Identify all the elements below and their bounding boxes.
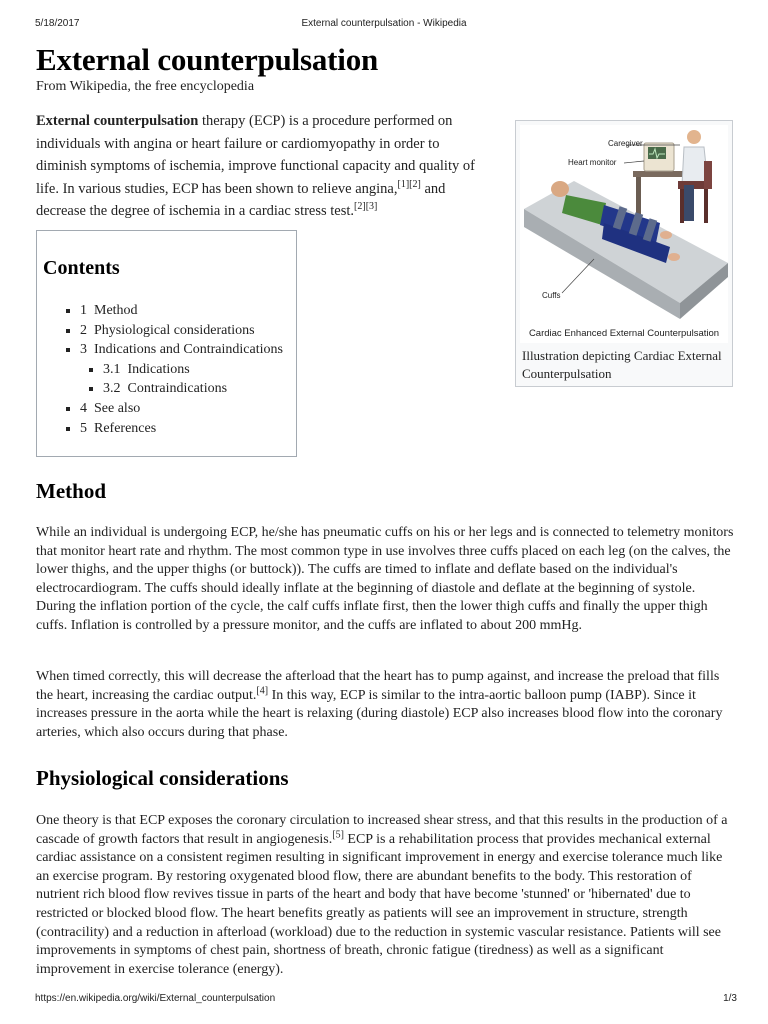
intro-text-1: therapy (ECP) is a procedure performed on individuals with angina or heart failure or cardiomyopathy in order to diminish symptoms of ischemia, improve functional capacity and quality of life. In various studies, ECP has been shown to relieve angina, (36, 113, 475, 197)
physiological-text-2: ECP is a rehabilitation process that provides mechanical external cardiac assistance on a consistent regimen resulting in significant improvement in energy and exercise tolerance much like an exercise program. By restoring oxygenated blood flow, there are abundant benefits to the body. This restoration of nutrient rich blood flow revives tissue in parts of the heart and body that have become 'stunned' or 'hibernated' due to restricted or blocked blood flow. The heart benefits greatly as patients will see an improvement in structure, strength (contracility) and a reduction in afterload (workload) due to the reduction in systemic vascular resistance. Patients will see improvements in symptoms of chest pain, shortness of breath, chronic fatigue (tiredness) as well as a significant improvement in exercise tolerance (energy). (36, 831, 723, 977)
patient-feet (668, 253, 680, 261)
toc-link-indications-contraindications[interactable] (80, 342, 283, 357)
monitor-leader-line (624, 161, 644, 163)
toc-label: Method (94, 303, 138, 318)
citation-link[interactable]: [2] (354, 201, 366, 213)
article-tagline: From Wikipedia, the free encyclopedia (36, 79, 255, 94)
toc-number: 4 (80, 400, 87, 416)
toc-number: 3.2 (103, 381, 121, 397)
figure-caption: Illustration depicting Cardiac External Counterpulsation (522, 348, 722, 381)
chair-back (704, 161, 712, 189)
toc-item[interactable] (80, 419, 283, 439)
toc-item[interactable] (80, 399, 283, 419)
toc-sublist (103, 360, 283, 399)
toc-link-method[interactable] (80, 303, 138, 318)
citation-link[interactable]: [4] (256, 684, 269, 696)
toc-link-see-also[interactable] (80, 401, 140, 416)
toc-label: See also (94, 400, 141, 416)
method-paragraph-1: While an individual is undergoing ECP, he/she has pneumatic cuffs on his or her legs and is connected to telemetry monitors that monitor heart rate and rhythm. The most common type in use involves three cuffs placed on each leg (on the calves, the lower thighs, and the upper thighs (or buttock)). The cuffs are timed to inflate and deflate based on the individual's electrocardiogram. The cuffs should ideally inflate at the beginning of diastole and deflate at the beginning of systole. During the inflation portion of the cycle, the calf cuffs inflate first, then the lower thigh cuffs and finally the upper thigh cuffs. Inflation is controlled by a pressure monitor, and the cuffs are inflated to about 200 mmHg. (36, 525, 734, 633)
intro-bold-term: External counterpulsation (36, 113, 199, 129)
print-date: 5/18/2017 (35, 18, 80, 29)
method-p2-text-2: In this way, ECP is similar to the intra-aortic balloon pump (IABP). Since it increases pressure in the aorta while the heart is relaxing (during diastole) ECP also increases blood flow into the coronary arteries, which also occurs during that phase. (36, 687, 723, 740)
method-p2-text-1: When timed correctly, this will decrease the afterload that the heart has to pump against, and increase the preload that fills the heart, increasing the cardiac output. (36, 669, 720, 703)
toc-label: Indications (127, 361, 190, 377)
intro-text-2: and decrease the degree of ischemia in a cardiac stress test. (36, 180, 446, 219)
chair-leg (704, 189, 708, 223)
heading-physiological-considerations: Physiological considerations (36, 766, 289, 790)
toc-number: 5 (80, 420, 87, 436)
toc-subitem[interactable] (103, 360, 283, 380)
table-of-contents (36, 230, 297, 457)
toc-link-references[interactable] (80, 421, 156, 436)
label-caregiver: Caregiver (608, 139, 643, 148)
toc-link-physiological[interactable] (80, 323, 255, 338)
citation-link[interactable]: [2] (409, 178, 421, 190)
cuffs-leader-line (562, 259, 594, 293)
caregiver-legs (684, 185, 694, 221)
toc-subitem[interactable] (103, 379, 283, 399)
toc-link-indications[interactable] (103, 362, 190, 377)
article-title: External counterpulsation (36, 42, 379, 77)
citation-link[interactable]: [1] (397, 178, 410, 190)
toc-number: 3.1 (103, 361, 121, 377)
toc-label: Indications and Contraindications (94, 342, 283, 358)
toc-number: 2 (80, 322, 87, 338)
toc-label: Contraindications (127, 381, 228, 397)
physiological-paragraph (36, 812, 734, 979)
toc-item[interactable] (80, 340, 283, 399)
toc-label: Physiological considerations (94, 322, 255, 338)
figure-thumbnail (515, 120, 733, 387)
intro-paragraph (36, 110, 488, 223)
toc-number: 1 (80, 303, 87, 318)
toc-link-contraindications[interactable] (103, 381, 227, 396)
method-paragraph-2 (36, 668, 734, 742)
print-url: https://en.wikipedia.org/wiki/External_counterpulsation (35, 993, 276, 1004)
toc-label: References (94, 420, 157, 436)
patient-feet (660, 231, 672, 239)
ecp-illustration[interactable] (520, 125, 728, 343)
caregiver-head (687, 130, 701, 144)
print-page-title: External counterpulsation - Wikipedia (301, 18, 467, 29)
heading-method: Method (36, 479, 106, 503)
ecp-illustration-drawing (520, 125, 728, 343)
print-page-number: 1/3 (723, 993, 737, 1004)
citation-link[interactable]: [5] (332, 828, 344, 840)
patient-head (551, 181, 569, 197)
toc-item[interactable] (80, 321, 283, 341)
physiological-text-1: One theory is that ECP exposes the coronary circulation to increased shear stress, and that this results in the production of a cascade of growth factors that result in angiogenesis. (36, 813, 728, 847)
illustration-banner: Cardiac Enhanced External Counterpulsation (528, 328, 720, 339)
toc-title: Contents (43, 257, 120, 279)
chair-leg (680, 189, 684, 223)
label-heart-monitor: Heart monitor (568, 158, 617, 167)
label-cuffs: Cuffs (542, 291, 561, 300)
toc-item[interactable] (80, 301, 283, 321)
toc-list (80, 301, 283, 438)
citation-link[interactable]: [3] (365, 201, 378, 213)
toc-number: 3 (80, 342, 87, 358)
